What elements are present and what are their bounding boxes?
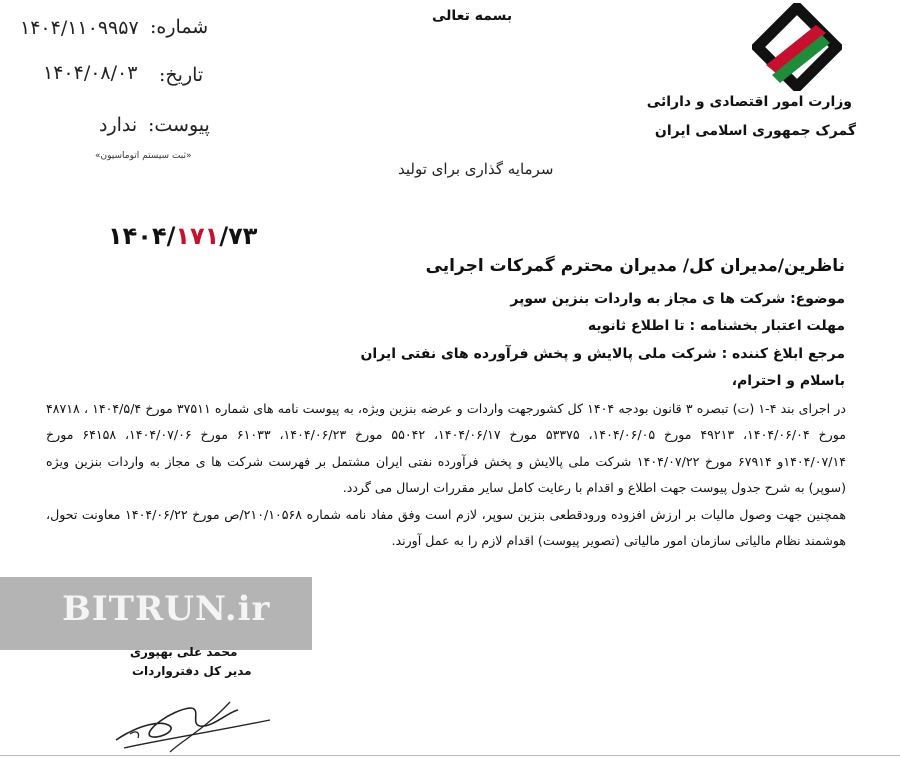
automation-note: «ثبت سیستم اتوماسیون» — [95, 151, 192, 161]
customs-name: گمرک جمهوری اسلامی ایران — [654, 123, 856, 139]
attachment-label: پیوست: — [148, 114, 210, 136]
bismillah: بسمه تعالی — [432, 8, 513, 24]
reference-suffix: /۷۳ — [219, 222, 258, 250]
paragraph-2: همچنین جهت وصول مالیات بر ارزش افزوده ورودقطعی بنزین سوپر، لازم است وفق مفاد نامه شماره ۲۱۰/۱۰۵۶۸/ص مورخ ۱۴۰۴/۰۶/۲۲ معاونت تحول، هوشمند نظام مالیاتی سازمان امور مالیاتی (تصویر پیوست) اقدام لازم را به عمل آورند. — [46, 506, 846, 549]
customs-logo — [752, 3, 842, 91]
subject: موضوع: شرکت ها ی مجاز به واردات بنزین سوپر — [510, 291, 845, 307]
validity: مهلت اعتبار بخشنامه : تا اطلاع ثانویه — [587, 318, 845, 334]
watermark-text: BITRUN.ir — [62, 589, 271, 629]
slogan: سرمایه گذاری برای تولید — [398, 160, 554, 178]
number-label: شماره: — [150, 16, 209, 38]
reference-red: ۱۷۱ — [175, 222, 220, 250]
addressee: ناظرین/مدیران کل/ مدیران محترم گمرکات اجرایی — [425, 256, 845, 276]
handwritten-signature — [110, 690, 280, 756]
reference-number — [108, 222, 257, 250]
issuing-authority: مرجع ابلاغ کننده : شرکت ملی پالایش و پخش فرآورده های نفتی ایران — [360, 346, 845, 362]
bottom-divider — [0, 755, 900, 756]
ministry-name: وزارت امور اقتصادی و دارائی — [646, 94, 852, 110]
signer-title: مدیر کل دفترواردات — [132, 664, 252, 678]
attachment-value: ندارد — [99, 114, 138, 136]
number-value: ۱۴۰۴/۱۱۰۹۹۵۷ — [20, 17, 139, 39]
signer-name: محمد علی بهپوری — [130, 645, 238, 659]
watermark — [0, 577, 312, 650]
date-label: تاریخ: — [159, 64, 204, 86]
greeting: باسلام و احترام، — [731, 373, 845, 389]
letter-body — [46, 396, 846, 554]
paragraph-1: در اجرای بند ۴-۱ (ت) تبصره ۳ قانون بودجه ۱۴۰۴ کل کشورجهت واردات و عرضه بنزین ویژه، به پیوست نامه های شماره ۳۷۵۱۱ مورخ ۱۴۰۴/۵/۴ ، ۴۸۷۱۸ مورخ ۱۴۰۴/۰۶/۰۴، ۴۹۲۱۳ مورخ ۱۴۰۴/۰۶/۰۵، ۵۳۳۷۵ مورخ ۱۴۰۴/۰۶/۱۷، ۵۵۰۴۲ مورخ ۱۴۰۴/۰۶/۲۳، ۶۱۰۳۳ مورخ ۱۴۰۴/۰۷/۰۶، ۶۴۱۵۸ مورخ ۱۴۰۴/۰۷/۱۴و ۶۷۹۱۴ مورخ ۱۴۰۴/۰۷/۲۲ شرکت ملی پالایش و پخش فرآورده نفتی ایران مشتمل بر فهرست شرکت ها ی مجاز به واردات بنزین ویژه (سوپر) به شرح جدول پیوست جهت اطلاع و اقدام با رعایت کامل سایر مقررات ارسال می گردد. — [46, 401, 846, 496]
date-value: ۱۴۰۴/۰۸/۰۳ — [43, 62, 138, 84]
reference-prefix: ۱۴۰۴/ — [108, 222, 176, 250]
